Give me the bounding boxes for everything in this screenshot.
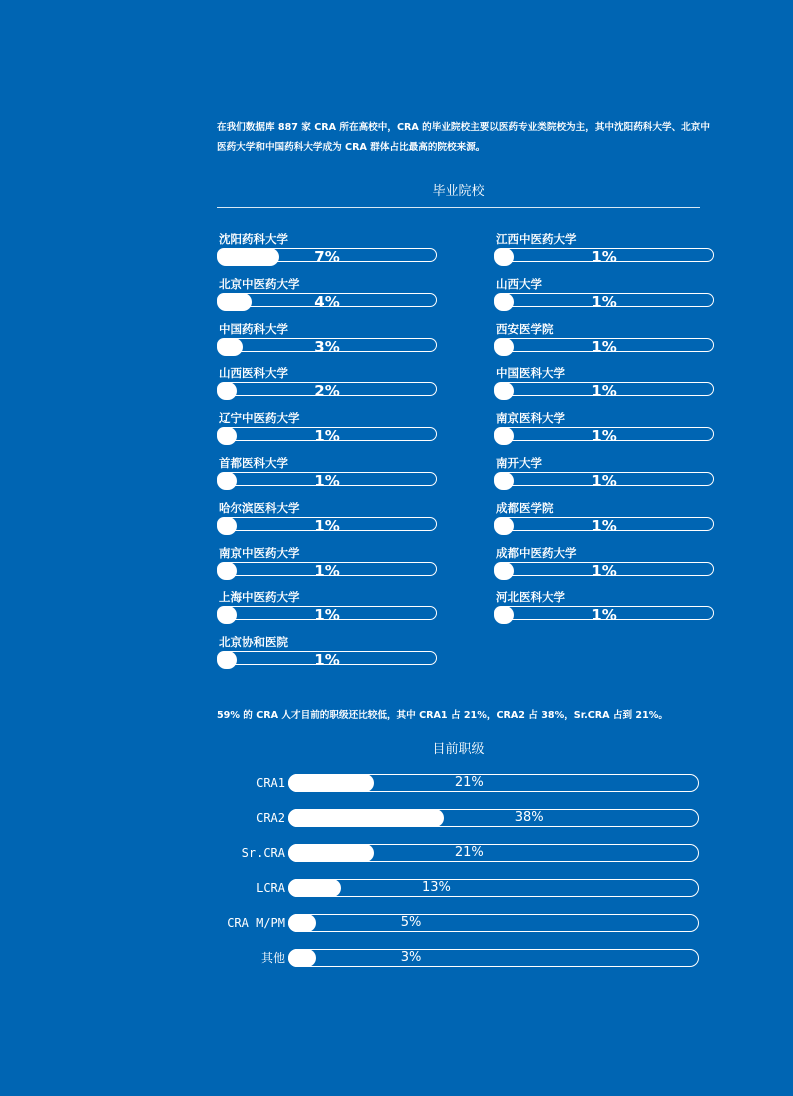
school-name-label: 西安医学院 <box>496 321 554 336</box>
school-percent-label: 1% <box>314 427 340 446</box>
school-name-label: 中国医科大学 <box>496 366 565 381</box>
school-percent-label: 1% <box>314 651 340 670</box>
school-bar-item <box>217 411 439 451</box>
school-name-label: 山西医科大学 <box>219 366 288 381</box>
school-percent-label: 1% <box>591 248 617 266</box>
school-name-label: 北京中医药大学 <box>219 276 300 291</box>
school-percent-label: 1% <box>591 337 617 356</box>
school-percent-label: 1% <box>591 292 617 311</box>
school-bar-item <box>494 546 716 586</box>
school-name-label: 山西大学 <box>496 276 542 291</box>
level-bar-track <box>288 914 699 932</box>
level-percent-label: 13% <box>421 880 451 895</box>
school-bar-item <box>217 366 439 406</box>
school-bar-item <box>217 322 439 362</box>
school-bar-item <box>494 501 716 541</box>
title-divider <box>217 207 700 208</box>
level-name-label: LCRA <box>256 881 285 895</box>
level-bar-item <box>205 949 705 971</box>
school-bar-item <box>494 456 716 496</box>
school-percent-label: 7% <box>314 248 340 266</box>
level-name-label: CRA1 <box>256 776 285 790</box>
school-bar-item <box>494 366 716 406</box>
school-percent-label: 1% <box>591 472 617 490</box>
school-percent-label: 1% <box>591 427 617 446</box>
school-name-label: 成都中医药大学 <box>496 545 577 560</box>
school-name-label: 辽宁中医药大学 <box>219 411 300 426</box>
school-name-label: 南开大学 <box>496 456 542 470</box>
intro-text-levels: 59% 的 CRA 人才目前的职级还比较低，其中 CRA1 占 21%，CRA2 占 38%，Sr.CRA 占到 21%。 <box>217 710 668 721</box>
school-name-label: 沈阳药科大学 <box>219 232 288 246</box>
school-percent-label: 1% <box>591 561 617 580</box>
school-percent-label: 1% <box>314 606 340 625</box>
levels-chart-title: 目前职级 <box>432 742 485 757</box>
school-bar-item <box>217 232 439 272</box>
school-bar-item <box>494 322 716 362</box>
level-bar-item <box>205 844 705 866</box>
level-bar-track <box>288 879 699 897</box>
level-name-label: CRA2 <box>256 811 285 825</box>
school-percent-label: 4% <box>314 292 340 311</box>
school-bar-item <box>494 277 716 317</box>
school-bar-item <box>494 411 716 451</box>
school-name-label: 南京医科大学 <box>496 411 565 426</box>
school-name-label: 哈尔滨医科大学 <box>219 500 300 515</box>
school-percent-label: 3% <box>314 337 340 356</box>
school-name-label: 河北医科大学 <box>496 590 565 605</box>
level-percent-label: 21% <box>454 845 484 860</box>
school-percent-label: 1% <box>314 516 340 535</box>
school-bar-item <box>494 232 716 272</box>
school-name-label: 中国药科大学 <box>219 321 288 336</box>
level-name-label: Sr.CRA <box>241 846 285 860</box>
school-name-label: 成都医学院 <box>496 500 554 515</box>
level-percent-label: 5% <box>400 915 422 930</box>
intro-text-schools: 在我们数据库 887 家 CRA 所在高校中，CRA 的毕业院校主要以医药专业类院校为主，其中沈阳药科大学、北京中医药大学和中国药科大学成为 CRA 群体占比最高的院校来源。 <box>217 122 710 153</box>
school-name-label: 北京协和医院 <box>219 635 288 650</box>
level-bar-item <box>205 774 705 796</box>
level-percent-label: 3% <box>400 950 422 965</box>
school-percent-label: 1% <box>314 561 340 580</box>
level-bar-track <box>288 949 699 967</box>
school-name-label: 南京中医药大学 <box>219 545 300 560</box>
level-bar-item <box>205 914 705 936</box>
school-percent-label: 1% <box>591 606 617 625</box>
level-percent-label: 21% <box>454 775 484 790</box>
school-bar-item <box>494 590 716 630</box>
school-bar-item <box>217 501 439 541</box>
level-bar-fill <box>288 809 444 827</box>
school-bar-item <box>217 456 439 496</box>
level-percent-label: 38% <box>514 810 544 825</box>
level-bar-fill <box>288 844 374 862</box>
school-percent-label: 1% <box>591 382 617 401</box>
school-percent-label: 2% <box>314 382 340 401</box>
school-bar-item <box>217 277 439 317</box>
school-percent-label: 1% <box>591 516 617 535</box>
level-name-label: 其他 <box>260 951 285 965</box>
level-bar-fill <box>288 879 341 897</box>
school-bar-item <box>217 590 439 630</box>
schools-chart-title: 毕业院校 <box>432 184 485 199</box>
level-bar-fill <box>288 774 374 792</box>
level-bar-fill <box>288 914 316 932</box>
school-name-label: 首都医科大学 <box>219 456 288 470</box>
school-bar-item <box>217 635 439 675</box>
school-bar-item <box>217 546 439 586</box>
school-name-label: 上海中医药大学 <box>219 590 300 605</box>
level-name-label: CRA M/PM <box>227 916 285 930</box>
level-bar-fill <box>288 949 316 967</box>
school-percent-label: 1% <box>314 472 340 490</box>
level-bar-item <box>205 809 705 831</box>
school-name-label: 江西中医药大学 <box>496 232 577 246</box>
level-bar-item <box>205 879 705 901</box>
